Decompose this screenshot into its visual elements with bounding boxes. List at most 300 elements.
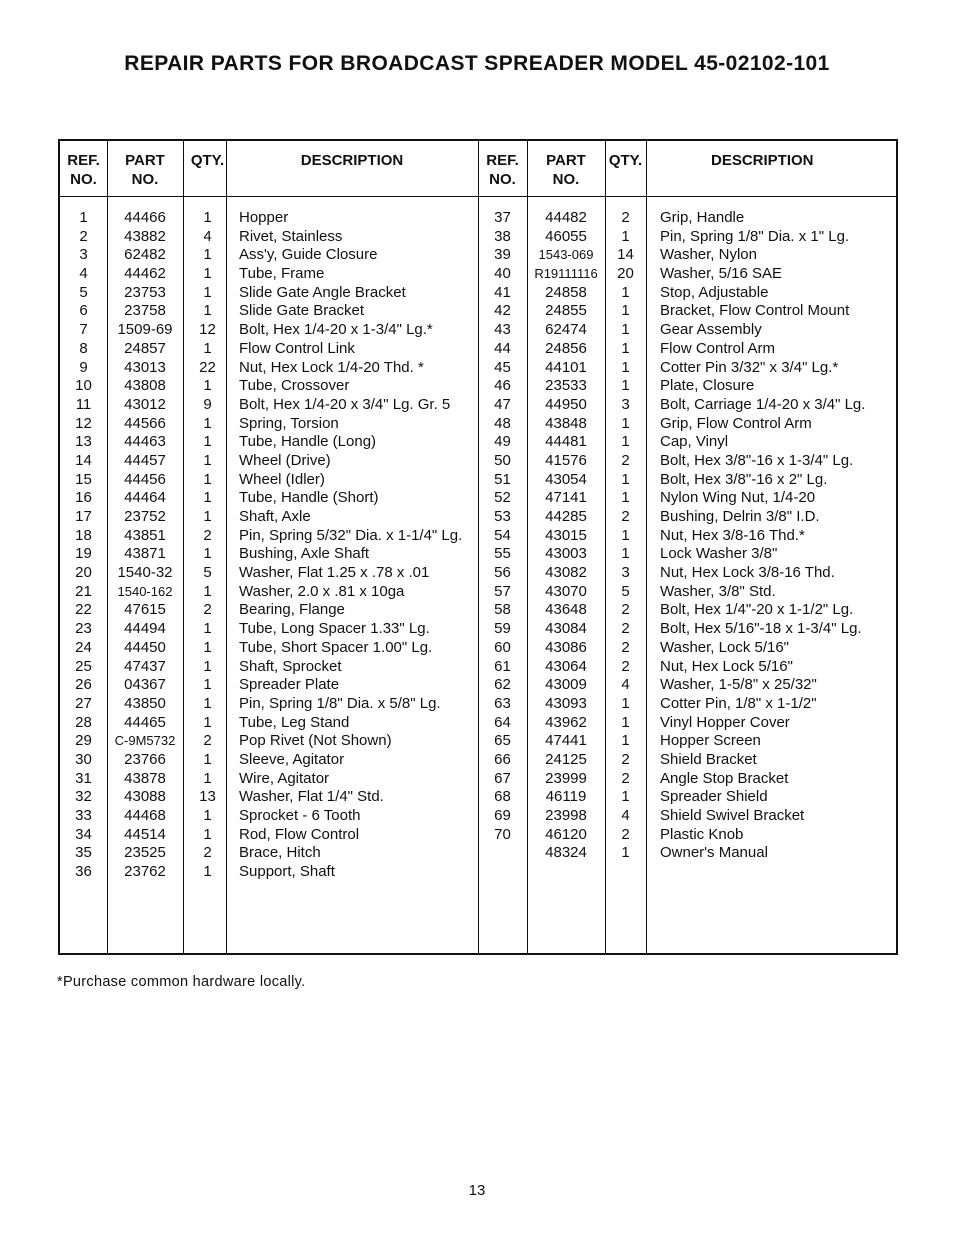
description-column-left xyxy=(239,209,477,882)
cell-qty: 2 xyxy=(203,526,212,544)
cell-desc: Washer, 3/8" Std. xyxy=(660,582,776,600)
cell-ref: 53 xyxy=(494,508,511,525)
cell-desc: Nut, Hex Lock 1/4-20 Thd. * xyxy=(239,358,424,376)
cell-desc: Shaft, Sprocket xyxy=(239,657,342,675)
cell-qty: 4 xyxy=(621,676,630,694)
cell-qty: 1 xyxy=(621,321,630,339)
cell-part: 43093 xyxy=(545,694,587,712)
cell-part: 43878 xyxy=(124,769,166,787)
cell-part: 24855 xyxy=(545,302,587,320)
cell-desc: Shield Swivel Bracket xyxy=(660,807,805,824)
cell-part: 47141 xyxy=(545,489,587,507)
cell-desc: Slide Gate Bracket xyxy=(239,302,365,320)
cell-ref: 35 xyxy=(75,844,92,862)
cell-desc: Support, Shaft xyxy=(239,863,335,881)
cell-desc: Washer, 1-5/8" x 25/32" xyxy=(660,676,817,694)
cell-desc: Wheel (Drive) xyxy=(239,451,331,469)
cell-qty: 13 xyxy=(199,788,216,806)
cell-ref: 15 xyxy=(75,470,92,488)
cell-part: 47441 xyxy=(545,732,587,750)
header-ref-left: REF. NO. xyxy=(67,152,100,188)
cell-desc: Bolt, Hex 5/16"-18 x 1-3/4" Lg. xyxy=(660,620,862,638)
cell-ref: 18 xyxy=(75,526,92,544)
cell-desc: Hopper xyxy=(239,209,289,226)
cell-part: 47615 xyxy=(124,601,166,619)
cell-part: 1540-162 xyxy=(117,583,173,599)
cell-qty: 1 xyxy=(621,227,630,245)
cell-ref: 37 xyxy=(494,209,511,226)
cell-part: 23533 xyxy=(545,377,587,395)
cell-part: 43648 xyxy=(545,601,587,619)
cell-qty: 2 xyxy=(203,732,212,750)
cell-qty: 1 xyxy=(203,807,212,824)
cell-qty: 5 xyxy=(621,582,630,600)
cell-part: 04367 xyxy=(124,676,166,694)
cell-qty: 1 xyxy=(203,638,212,656)
page-number: 13 xyxy=(468,1182,486,1199)
cell-qty: 3 xyxy=(621,564,630,582)
cell-desc: Washer, 5/16 SAE xyxy=(660,265,783,283)
cell-qty: 1 xyxy=(203,265,212,283)
cell-desc: Shield Bracket xyxy=(660,750,757,768)
cell-desc: Bolt, Carriage 1/4-20 x 3/4" Lg. xyxy=(660,395,866,413)
cell-desc: Tube, Handle (Long) xyxy=(239,433,377,451)
cell-ref: 69 xyxy=(494,807,511,824)
cell-qty: 1 xyxy=(203,451,212,469)
cell-part: 24856 xyxy=(545,339,587,357)
cell-part: 24125 xyxy=(545,750,587,768)
cell-desc: Spreader Shield xyxy=(660,788,768,806)
cell-part: 23999 xyxy=(545,769,587,787)
cell-qty: 2 xyxy=(621,750,630,768)
cell-part: 44566 xyxy=(124,414,166,432)
cell-ref: 52 xyxy=(494,489,511,507)
cell-ref: 2 xyxy=(79,227,88,245)
cell-qty: 1 xyxy=(621,489,630,507)
cell-part: 43088 xyxy=(124,788,166,806)
cell-ref: 63 xyxy=(494,694,511,712)
cell-part: 41576 xyxy=(545,451,587,469)
cell-ref: 30 xyxy=(75,750,92,768)
cell-qty: 1 xyxy=(621,732,630,750)
cell-part: 44465 xyxy=(124,713,166,731)
cell-part: R19111116 xyxy=(534,266,598,282)
cell-part: 44463 xyxy=(124,433,166,451)
cell-qty: 1 xyxy=(203,209,212,226)
qty-column-right xyxy=(605,209,646,863)
cell-ref: 36 xyxy=(75,863,92,881)
cell-ref: 47 xyxy=(494,395,511,413)
cell-part: 43850 xyxy=(124,694,166,712)
cell-ref: 24 xyxy=(75,638,92,656)
cell-ref: 38 xyxy=(494,227,511,245)
cell-ref: 45 xyxy=(494,358,511,376)
cell-qty: 1 xyxy=(621,358,630,376)
cell-part: 1540-32 xyxy=(117,564,173,582)
cell-qty: 1 xyxy=(203,470,212,488)
cell-ref: 20 xyxy=(75,564,92,582)
cell-part: 43015 xyxy=(545,526,587,544)
cell-qty: 22 xyxy=(199,358,216,376)
cell-ref: 67 xyxy=(494,769,511,787)
cell-part: C-9M5732 xyxy=(114,733,176,749)
cell-qty: 1 xyxy=(203,283,212,301)
cell-qty: 2 xyxy=(621,601,630,619)
cell-qty: 1 xyxy=(621,433,630,451)
cell-desc: Spreader Plate xyxy=(239,676,340,694)
qty-column-left xyxy=(183,209,232,882)
cell-part: 44468 xyxy=(124,807,166,824)
cell-part: 43851 xyxy=(124,526,166,544)
part-column-right xyxy=(527,209,605,863)
cell-desc: Wire, Agitator xyxy=(239,769,330,787)
cell-qty: 1 xyxy=(621,414,630,432)
cell-desc: Nut, Hex Lock 3/8-16 Thd. xyxy=(660,564,835,582)
cell-part: 24857 xyxy=(124,339,166,357)
cell-ref: 14 xyxy=(75,451,92,469)
cell-desc: Rod, Flow Control xyxy=(239,825,360,843)
cell-ref: 60 xyxy=(494,638,511,656)
cell-qty: 1 xyxy=(621,377,630,395)
cell-desc: Brace, Hitch xyxy=(239,844,321,862)
cell-part: 44462 xyxy=(124,265,166,283)
cell-part: 44101 xyxy=(545,358,587,376)
cell-desc: Nut, Hex 3/8-16 Thd.* xyxy=(660,526,805,544)
cell-part: 44494 xyxy=(124,620,166,638)
cell-qty: 1 xyxy=(203,676,212,694)
cell-part: 23753 xyxy=(124,283,166,301)
part-column-left xyxy=(107,209,183,882)
cell-qty: 1 xyxy=(621,694,630,712)
cell-qty: 4 xyxy=(621,807,630,824)
cell-part: 62474 xyxy=(545,321,587,339)
cell-part: 24858 xyxy=(545,283,587,301)
cell-desc: Bolt, Hex 3/8"-16 x 2" Lg. xyxy=(660,470,828,488)
cell-qty: 2 xyxy=(621,825,630,843)
cell-qty: 1 xyxy=(203,433,212,451)
cell-qty: 1 xyxy=(203,750,212,768)
cell-ref: 16 xyxy=(75,489,92,507)
cell-desc: Rivet, Stainless xyxy=(239,227,343,245)
column-divider xyxy=(646,141,647,953)
cell-qty: 9 xyxy=(203,395,212,413)
cell-ref: 65 xyxy=(494,732,511,750)
cell-qty: 2 xyxy=(621,508,630,525)
cell-ref: 70 xyxy=(494,825,511,843)
cell-ref: 59 xyxy=(494,620,511,638)
cell-ref xyxy=(478,844,527,863)
cell-desc: Gear Assembly xyxy=(660,321,762,339)
cell-part: 44456 xyxy=(124,470,166,488)
cell-ref: 22 xyxy=(75,601,92,619)
cell-desc: Tube, Handle (Short) xyxy=(239,489,379,507)
cell-part: 23758 xyxy=(124,302,166,320)
cell-ref: 10 xyxy=(75,377,92,395)
header-description-left: DESCRIPTION xyxy=(300,152,404,169)
cell-part: 43848 xyxy=(545,414,587,432)
cell-desc: Ass'y, Guide Closure xyxy=(239,246,378,264)
cell-qty: 1 xyxy=(203,545,212,563)
cell-desc: Nut, Hex Lock 5/16" xyxy=(660,657,793,675)
cell-ref: 25 xyxy=(75,657,92,675)
cell-desc: Pop Rivet (Not Shown) xyxy=(239,732,392,750)
cell-qty: 1 xyxy=(203,489,212,507)
cell-ref: 56 xyxy=(494,564,511,582)
cell-desc: Flow Control Arm xyxy=(660,339,776,357)
cell-ref: 5 xyxy=(79,283,88,301)
cell-ref: 17 xyxy=(75,508,92,525)
cell-qty: 1 xyxy=(621,339,630,357)
cell-qty: 1 xyxy=(621,283,630,301)
cell-desc: Slide Gate Angle Bracket xyxy=(239,283,406,301)
cell-ref: 28 xyxy=(75,713,92,731)
cell-qty: 1 xyxy=(203,246,212,264)
cell-ref: 50 xyxy=(494,451,511,469)
cell-ref: 23 xyxy=(75,620,92,638)
cell-part: 44514 xyxy=(124,825,166,843)
cell-qty: 1 xyxy=(203,620,212,638)
cell-desc: Vinyl Hopper Cover xyxy=(660,713,790,731)
cell-part: 43012 xyxy=(124,395,166,413)
cell-desc: Washer, 2.0 x .81 x 10ga xyxy=(239,582,405,600)
cell-desc: Grip, Flow Control Arm xyxy=(660,414,812,432)
cell-qty: 1 xyxy=(203,769,212,787)
cell-part: 48324 xyxy=(545,844,587,862)
cell-ref: 61 xyxy=(494,657,511,675)
cell-part: 43013 xyxy=(124,358,166,376)
cell-desc: Pin, Spring 5/32" Dia. x 1-1/4" Lg. xyxy=(239,526,463,544)
cell-desc: Washer, Nylon xyxy=(660,246,757,264)
cell-part: 23752 xyxy=(124,508,166,525)
cell-desc: Bushing, Delrin 3/8" I.D. xyxy=(660,508,820,525)
cell-desc: Sprocket - 6 Tooth xyxy=(239,807,361,824)
cell-desc: Bolt, Hex 1/4-20 x 3/4" Lg. Gr. 5 xyxy=(239,395,451,413)
cell-part: 44457 xyxy=(124,451,166,469)
cell-desc: Bracket, Flow Control Mount xyxy=(660,302,850,320)
cell-desc: Spring, Torsion xyxy=(239,414,339,432)
cell-qty: 2 xyxy=(621,638,630,656)
cell-ref: 43 xyxy=(494,321,511,339)
cell-part: 44450 xyxy=(124,638,166,656)
cell-part: 43871 xyxy=(124,545,166,563)
cell-ref: 42 xyxy=(494,302,511,320)
cell-qty: 20 xyxy=(617,265,634,283)
cell-desc: Nylon Wing Nut, 1/4-20 xyxy=(660,489,816,507)
cell-qty: 2 xyxy=(203,844,212,862)
cell-ref: 40 xyxy=(494,265,511,283)
cell-desc: Bushing, Axle Shaft xyxy=(239,545,370,563)
cell-desc: Pin, Spring 1/8" Dia. x 1" Lg. xyxy=(660,227,850,245)
cell-ref: 49 xyxy=(494,433,511,451)
header-part-right: PART NO. xyxy=(546,152,586,188)
cell-ref: 51 xyxy=(494,470,511,488)
header-qty-left: QTY. xyxy=(190,152,225,169)
cell-desc: Pin, Spring 1/8" Dia. x 5/8" Lg. xyxy=(239,694,441,712)
cell-part: 44466 xyxy=(124,209,166,226)
cell-qty: 1 xyxy=(203,302,212,320)
cell-desc: Owner's Manual xyxy=(660,844,768,862)
cell-desc: Bolt, Hex 1/4-20 x 1-3/4" Lg.* xyxy=(239,321,433,339)
cell-desc: Lock Washer 3/8" xyxy=(660,545,778,563)
cell-desc: Cap, Vinyl xyxy=(660,433,729,451)
cell-part: 43003 xyxy=(545,545,587,563)
cell-part: 47437 xyxy=(124,657,166,675)
cell-part: 1509-69 xyxy=(117,321,173,339)
cell-desc: Sleeve, Agitator xyxy=(239,750,345,768)
cell-ref: 29 xyxy=(75,732,92,750)
cell-desc: Flow Control Link xyxy=(239,339,355,357)
cell-desc: Wheel (Idler) xyxy=(239,470,325,488)
cell-qty: 1 xyxy=(203,414,212,432)
cell-ref: 11 xyxy=(75,395,92,413)
cell-part: 43082 xyxy=(545,564,587,582)
cell-part: 44482 xyxy=(545,209,587,226)
description-column-right xyxy=(660,209,898,863)
cell-desc: Bolt, Hex 1/4"-20 x 1-1/2" Lg. xyxy=(660,601,854,619)
cell-qty: 1 xyxy=(621,545,630,563)
cell-ref: 64 xyxy=(494,713,511,731)
cell-part: 43086 xyxy=(545,638,587,656)
cell-desc: Tube, Crossover xyxy=(239,377,350,395)
cell-desc: Cotter Pin 3/32" x 3/4" Lg.* xyxy=(660,358,839,376)
cell-desc: Tube, Long Spacer 1.33" Lg. xyxy=(239,620,430,638)
header-divider xyxy=(60,196,896,197)
cell-desc: Tube, Leg Stand xyxy=(239,713,350,731)
cell-desc: Washer, Lock 5/16" xyxy=(660,638,790,656)
cell-ref: 12 xyxy=(75,414,92,432)
cell-qty: 2 xyxy=(621,620,630,638)
cell-qty: 14 xyxy=(617,246,634,264)
cell-qty: 1 xyxy=(203,825,212,843)
page-title: REPAIR PARTS FOR BROADCAST SPREADER MODEL 45-02102-101 xyxy=(124,52,830,75)
cell-qty: 1 xyxy=(203,863,212,881)
cell-ref: 13 xyxy=(75,433,92,451)
cell-desc: Bearing, Flange xyxy=(239,601,345,619)
cell-ref: 9 xyxy=(79,358,88,376)
cell-part: 43084 xyxy=(545,620,587,638)
header-part-left: PART NO. xyxy=(125,152,165,188)
cell-qty: 1 xyxy=(203,377,212,395)
header-ref-right: REF. NO. xyxy=(486,152,519,188)
cell-desc: Shaft, Axle xyxy=(239,508,311,525)
cell-ref: 55 xyxy=(494,545,511,563)
cell-desc: Bolt, Hex 3/8"-16 x 1-3/4" Lg. xyxy=(660,451,854,469)
cell-desc: Hopper Screen xyxy=(660,732,761,750)
cell-qty: 1 xyxy=(203,339,212,357)
cell-ref: 57 xyxy=(494,582,511,600)
cell-qty: 1 xyxy=(203,657,212,675)
cell-desc: Angle Stop Bracket xyxy=(660,769,789,787)
cell-ref: 48 xyxy=(494,414,511,432)
cell-part: 43070 xyxy=(545,582,587,600)
cell-ref: 46 xyxy=(494,377,511,395)
cell-qty: 3 xyxy=(621,395,630,413)
cell-ref: 32 xyxy=(75,788,92,806)
cell-ref: 62 xyxy=(494,676,511,694)
cell-desc: Plate, Closure xyxy=(660,377,755,395)
cell-desc: Grip, Handle xyxy=(660,209,745,226)
cell-ref: 8 xyxy=(79,339,88,357)
cell-ref: 44 xyxy=(494,339,511,357)
cell-qty: 1 xyxy=(621,713,630,731)
cell-ref: 27 xyxy=(75,694,92,712)
cell-ref: 7 xyxy=(79,321,88,339)
cell-qty: 2 xyxy=(621,451,630,469)
cell-qty: 5 xyxy=(203,564,212,582)
cell-part: 46119 xyxy=(545,788,587,806)
cell-part: 62482 xyxy=(124,246,166,264)
cell-part: 43064 xyxy=(545,657,587,675)
cell-ref: 31 xyxy=(75,769,92,787)
cell-qty: 1 xyxy=(621,844,630,862)
cell-qty: 1 xyxy=(621,526,630,544)
footnote: *Purchase common hardware locally. xyxy=(57,974,306,990)
cell-desc: Cotter Pin, 1/8" x 1-1/2" xyxy=(660,694,817,712)
header-qty-right: QTY. xyxy=(608,152,643,169)
cell-qty: 2 xyxy=(621,769,630,787)
cell-part: 43054 xyxy=(545,470,587,488)
cell-ref: 21 xyxy=(75,582,92,600)
cell-part: 1543-069 xyxy=(538,247,594,263)
cell-qty: 12 xyxy=(199,321,216,339)
cell-ref: 66 xyxy=(494,750,511,768)
cell-ref: 26 xyxy=(75,676,92,694)
cell-qty: 1 xyxy=(621,302,630,320)
header-description-right: DESCRIPTION xyxy=(711,152,814,169)
cell-part: 23766 xyxy=(124,750,166,768)
cell-ref: 68 xyxy=(494,788,511,806)
cell-desc: Washer, Flat 1/4" Std. xyxy=(239,788,384,806)
cell-qty: 1 xyxy=(203,582,212,600)
cell-ref: 1 xyxy=(79,209,88,226)
cell-part: 44285 xyxy=(545,508,587,525)
cell-part: 23762 xyxy=(124,863,166,881)
cell-part: 44481 xyxy=(545,433,587,451)
cell-ref: 6 xyxy=(79,302,88,320)
cell-part: 44464 xyxy=(124,489,166,507)
cell-desc: Stop, Adjustable xyxy=(660,283,769,301)
cell-part: 46055 xyxy=(545,227,587,245)
cell-qty: 1 xyxy=(203,713,212,731)
cell-qty: 1 xyxy=(203,694,212,712)
parts-table xyxy=(58,139,898,955)
cell-part: 23998 xyxy=(545,807,587,824)
cell-part: 23525 xyxy=(124,844,166,862)
cell-qty: 1 xyxy=(621,470,630,488)
cell-desc: Tube, Frame xyxy=(239,265,325,283)
ref-column-right xyxy=(478,209,527,863)
cell-ref: 58 xyxy=(494,601,511,619)
cell-part: 44950 xyxy=(545,395,587,413)
cell-qty: 2 xyxy=(621,657,630,675)
cell-part: 43009 xyxy=(545,676,587,694)
cell-ref: 19 xyxy=(75,545,92,563)
cell-ref: 4 xyxy=(79,265,88,283)
cell-desc: Washer, Flat 1.25 x .78 x .01 xyxy=(239,564,430,582)
cell-qty: 1 xyxy=(203,508,212,525)
cell-desc: Plastic Knob xyxy=(660,825,744,843)
cell-part: 43962 xyxy=(545,713,587,731)
cell-part: 46120 xyxy=(545,825,587,843)
cell-ref: 41 xyxy=(494,283,511,301)
cell-qty: 1 xyxy=(621,788,630,806)
cell-ref: 34 xyxy=(75,825,92,843)
cell-ref: 3 xyxy=(79,246,88,264)
cell-qty: 2 xyxy=(621,209,630,226)
cell-qty: 4 xyxy=(203,227,212,245)
cell-qty: 2 xyxy=(203,601,212,619)
cell-ref: 39 xyxy=(494,246,511,264)
